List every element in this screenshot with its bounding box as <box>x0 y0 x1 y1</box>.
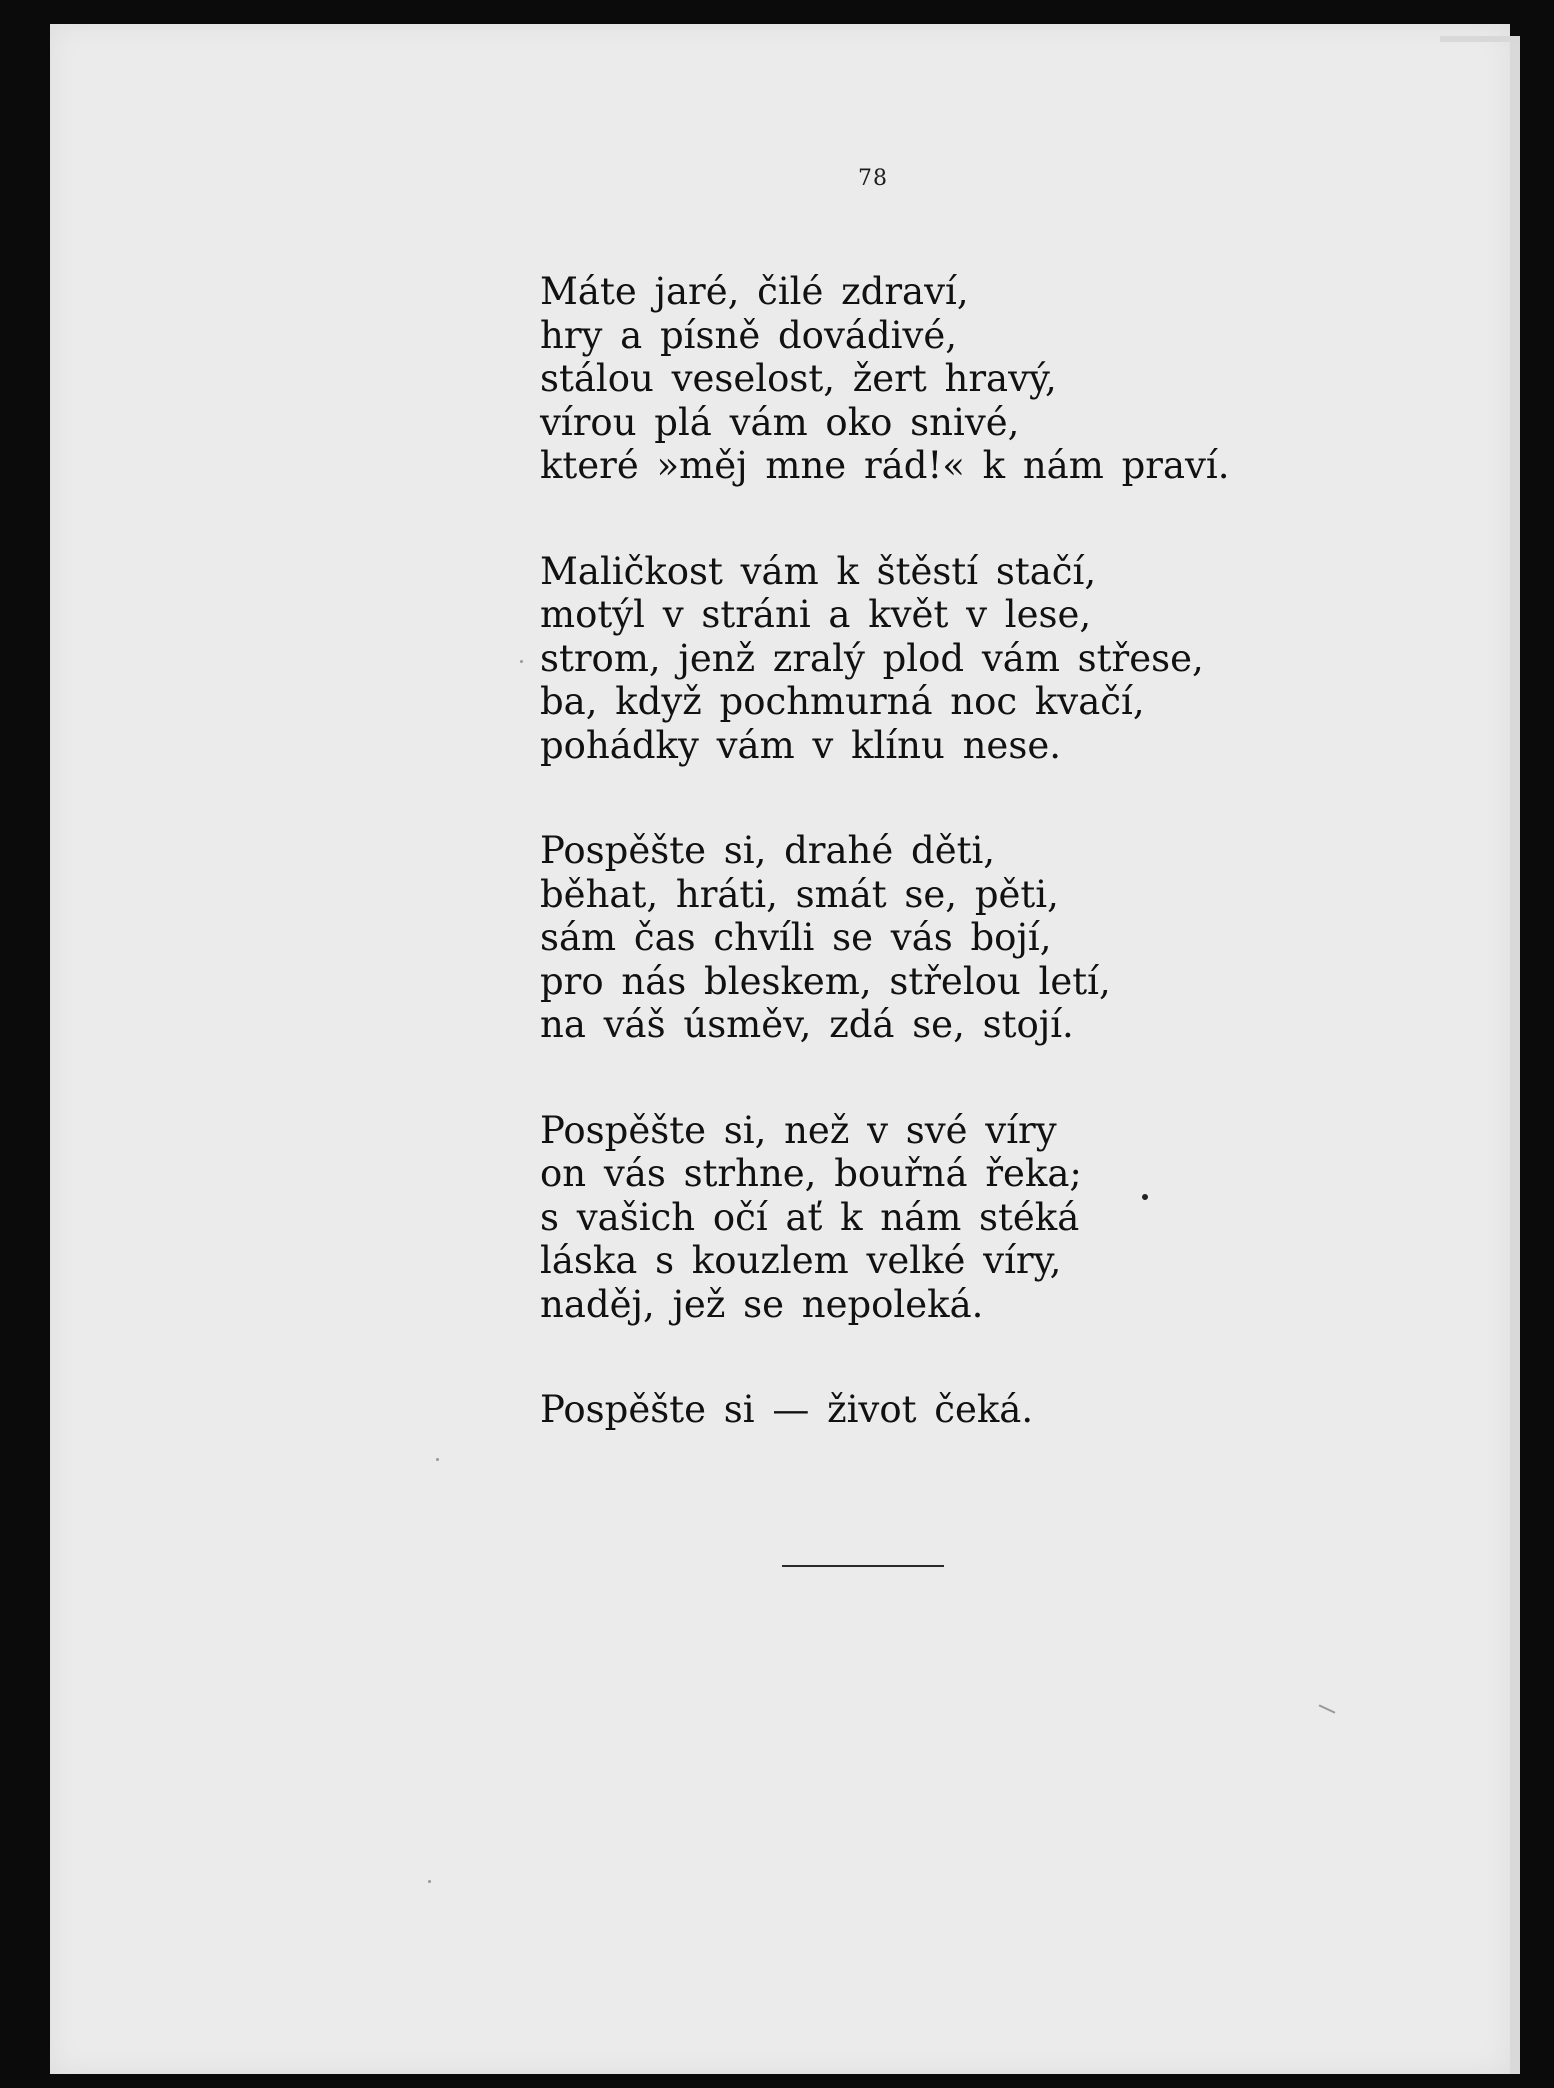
paper-speck <box>436 1458 439 1461</box>
page-number: 78 <box>858 166 888 191</box>
poem-line: vírou plá vám oko snivé, <box>540 400 1020 444</box>
poem-line: Máte jaré, čilé zdraví, <box>540 270 969 313</box>
stanza-4 <box>540 1109 1280 1327</box>
poem-line: hry a písně dovádivé, <box>540 313 957 357</box>
end-rule <box>782 1565 944 1567</box>
poem-line: Pospěšte si — život čeká. <box>540 1388 1034 1431</box>
poem-line: které »měj mne rád!« k nám praví. <box>540 444 1230 487</box>
poem-line: Maličkost vám k štěstí stačí, <box>540 549 1097 593</box>
page-edge <box>1510 40 1520 2074</box>
poem-line: pro nás bleskem, střelou letí, <box>540 959 1111 1003</box>
ink-dot <box>1142 1194 1148 1200</box>
paper-speck <box>520 660 523 663</box>
poem-line: pohádky vám v klínu nese. <box>540 723 1061 767</box>
poem-line: on vás strhne, bouřná řeka; <box>540 1152 1082 1195</box>
poem-line: motýl v stráni a květ v lese, <box>540 593 1092 636</box>
stanza-3 <box>540 829 1280 1047</box>
page-corner <box>1440 36 1520 42</box>
poem-line: s vašich očí ať k nám stéká <box>540 1195 1080 1239</box>
poem-line: stálou veselost, žert hravý, <box>540 357 1057 400</box>
poem-line: ba, když pochmurná noc kvačí, <box>540 680 1145 723</box>
poem-line: Pospěšte si, drahé děti, <box>540 829 996 872</box>
paper-speck <box>428 1880 431 1883</box>
poem-line: Pospěšte si, než v své víry <box>540 1108 1057 1152</box>
poem-line: běhat, hráti, smát se, pěti, <box>540 872 1059 916</box>
stanza-2 <box>540 550 1280 768</box>
poem <box>540 270 1280 1432</box>
poem-line: sám čas chvíli se vás bojí, <box>540 916 1052 959</box>
poem-line: na váš úsměv, zdá se, stojí. <box>540 1003 1074 1046</box>
stanza-1 <box>540 270 1280 488</box>
stanza-5 <box>540 1388 1280 1432</box>
poem-line: láska s kouzlem velké víry, <box>540 1239 1062 1282</box>
poem-line: naděj, jež se nepoleká. <box>540 1282 984 1326</box>
poem-line: strom, jenž zralý plod vám střese, <box>540 636 1204 680</box>
